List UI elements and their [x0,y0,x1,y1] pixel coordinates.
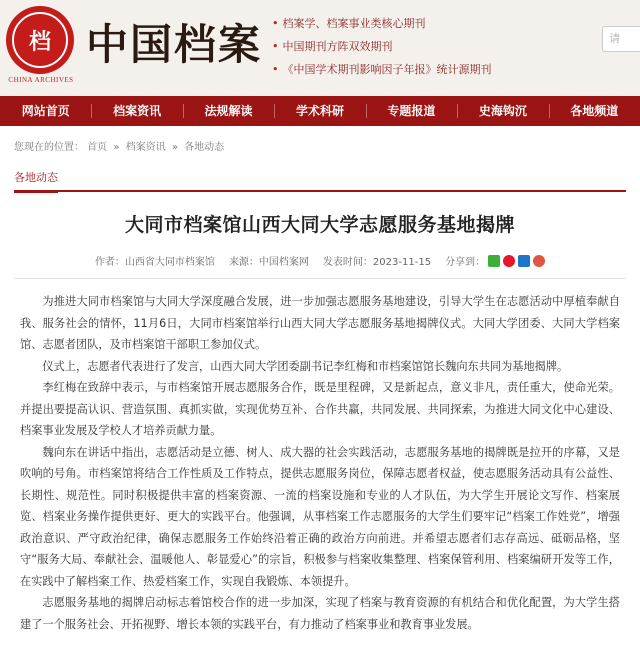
china-archives-logo[interactable] [6,6,74,74]
breadcrumb-link-home[interactable]: 首页 [87,142,108,153]
nav-item-features[interactable]: 专题报道 [366,96,457,126]
nav-item-regulations[interactable]: 法规解读 [183,96,274,126]
article-paragraph: 仪式上，志愿者代表进行了发言，山西大同大学团委副书记李红梅和市档案馆馆长魏向东共同为基地揭牌。 [42,359,569,373]
tagline: • 《中国学术期刊影响因子年报》统计源期刊 [272,63,492,76]
article-paragraph: 李红梅在致辞中表示，与市档案馆开展志愿服务合作，既是里程碑，又是新起点，意义非凡，责任重大，使命光荣。并提出要提高认识、营造氛围、真抓实做，实现优势互补、合作共赢，共同发展、共同探索，为推进大同文化中心建设、档案事业发展及学校人才培养贡献力量。 [20,381,620,437]
weibo-share-icon[interactable] [503,255,515,267]
people-share-icon[interactable] [518,255,530,267]
site-header [0,0,640,96]
breadcrumb-prefix: 您现在的位置： [14,142,84,153]
taglines [272,12,492,81]
breadcrumb-link-regional[interactable]: 各地动态 [184,142,225,153]
section-tabs [14,166,626,192]
nav-item-news[interactable]: 档案资讯 [91,96,182,126]
article-meta [0,253,640,268]
nav-item-research[interactable]: 学术科研 [274,96,365,126]
breadcrumb-separator: » [113,142,120,153]
share-bar [445,253,545,268]
nav-item-history[interactable]: 史海钩沉 [457,96,548,126]
article-time: 发表时间：2023-11-15 [322,257,432,268]
site-name: 中国档案 [86,20,263,69]
tagline: • 中国期刊方阵双效期刊 [272,40,393,53]
breadcrumb [0,126,640,154]
article-paragraph: 魏向东在讲话中指出，志愿活动是立德、树人、成大器的社会实践活动，志愿服务基地的揭牌既是拉开的序幕，又是吹响的号角。市档案馆将结合工作性质及工作特点，提供志愿服务岗位，保障志愿者权益，使志愿服务活动具有公益性、长期性、规范性。同时积极提供丰富的档案资源、一流的档案设施和专业的人才队伍，为大学生开展论文写作、档案展览、档案业务操作提供更好、更大的实践平台。他强调，从事档案工作志愿服务的大学生们要牢记“档案工作姓党”，增强政治意识、严守政治纪律，确保志愿服务工作始终沿着正确的政治方向前进。并希望志愿者们志存高远、砥砺品格，坚守“服务大局、奉献社会、温暖他人、彰显爱心”的宗旨，积极参与档案收集整理、档案保管利用、档案编研开发等工作，在实践中了解档案工作、热爱档案工作，实现自我锻炼、本领提升。 [20,445,620,588]
article-paragraph: 为推进大同市档案馆与大同大学深度融合发展，进一步加强志愿服务基地建设，引导大学生在志愿活动中厚植奉献自我、服务社会的情怀，11月6日，大同市档案馆举行山西大同大学志愿服务基地揭牌仪式。大同大学团委、大同大学档案馆、志愿者团队，及市档案馆干部职工参加仪式。 [20,295,620,351]
more-share-icon[interactable] [533,255,545,267]
tagline: • 档案学、档案事业类核心期刊 [272,17,426,30]
share-label: 分享到： [445,257,486,268]
search-input[interactable]: 请 [602,26,640,52]
logo-glyph: 档 [28,29,51,55]
logo-caption: CHINA ARCHIVES [8,76,74,84]
nav-item-home[interactable]: 网站首页 [21,104,70,118]
article-body [0,279,640,635]
breadcrumb-link-news[interactable]: 档案资讯 [125,142,166,153]
tab-regional-news[interactable]: 各地动态 [14,169,58,193]
article-paragraph: 志愿服务基地的揭牌启动标志着馆校合作的进一步加深，实现了档案与教育资源的有机结合和优化配置，为大学生搭建了一个服务社会、开拓视野、增长本领的实践平台，有力推动了档案事业和教育事业发展。 [20,596,620,631]
article-title: 大同市档案馆山西大同大学志愿服务基地揭牌 [124,214,515,236]
breadcrumb-separator: » [171,142,178,153]
wechat-share-icon[interactable] [488,255,500,267]
nav-item-regional[interactable]: 各地频道 [549,96,640,126]
article-author: 作者：山西省大同市档案馆 [94,257,215,268]
main-nav [0,96,640,126]
article-source: 来源：中国档案网 [228,257,309,268]
